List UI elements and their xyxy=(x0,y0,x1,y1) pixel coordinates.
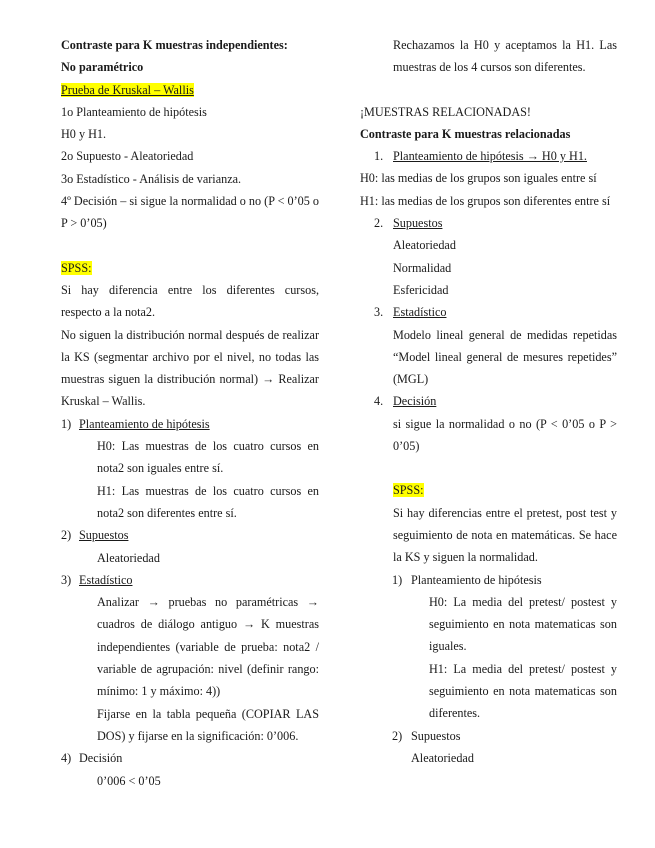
item-number: 3. xyxy=(374,305,384,320)
hypothesis-h1: H1: Las muestras de los cuatro cursos en nota2 son diferentes entre sí. xyxy=(97,483,319,520)
item-text: Aleatoriedad xyxy=(393,238,456,253)
section-heading: ¡MUESTRAS RELACIONADAS! xyxy=(360,104,531,119)
item-text: Modelo lineal general de medidas repetidas “Model lineal general de mesures repetides” (MGL) xyxy=(393,327,617,387)
item-text: Aleatoriedad xyxy=(411,750,474,765)
item-title: Planteamiento de hipótesis → H0 y H1. xyxy=(393,149,587,164)
title-line-1: Contraste para K muestras independientes: xyxy=(61,38,288,52)
item-title: Estadístico xyxy=(79,572,133,587)
item-title: Planteamiento de hipótesis xyxy=(411,572,542,587)
hypothesis-h1: H1: La media del pretest/ postest y seguimiento en nota matematicas son diferentes. xyxy=(429,661,617,721)
item-text: Fijarse en la tabla pequeña (COPIAR LAS DOS) y fijarse en la significación: 0’006. xyxy=(97,706,319,743)
item-number: 3) xyxy=(61,572,72,587)
spss-label: SPSS: xyxy=(393,483,424,498)
item-number: 1) xyxy=(61,416,72,431)
list-item xyxy=(61,413,319,524)
hypothesis-h1: H1: las medias de los grupos son diferentes entre sí xyxy=(360,193,611,208)
kruskal-heading: Prueba de Kruskal – Wallis xyxy=(61,82,194,97)
item-text: si sigue la normalidad o no (P < 0’05 o P > 0’05) xyxy=(393,416,617,454)
related-title: Contraste para K muestras relacionadas xyxy=(360,126,571,141)
hypothesis-h0: H0: las medias de los grupos son iguales entre sí xyxy=(360,171,597,186)
hypothesis-h0: H0: La media del pretest/ postest y seguimiento en nota matematicas son iguales. xyxy=(429,594,617,654)
item-text: Analizar → pruebas no paramétricas → cuadros de diálogo antiguo → K muestras independientes (variable de prueba: nota2 / variable de agrupación: nivel (definir rango: mínimo: 1 y máximo: 4)) xyxy=(97,595,319,699)
list-item xyxy=(360,725,617,770)
hypothesis-h0: H0: Las muestras de los cuatro cursos en nota2 son iguales entre sí. xyxy=(97,439,319,476)
spss-label: SPSS: xyxy=(61,260,92,275)
list-item xyxy=(360,569,617,725)
item-number: 2. xyxy=(374,216,384,231)
item-text: Esfericidad xyxy=(393,282,449,297)
spss-text: Si hay diferencias entre el pretest, post test y seguimiento de nota en matemáticas. Se hace la KS y siguen la normalidad. xyxy=(393,505,617,565)
list-item xyxy=(360,212,617,301)
item-number: 2) xyxy=(392,728,403,743)
list-item xyxy=(360,390,617,457)
item-number: 1) xyxy=(392,572,403,587)
item-title: Supuestos xyxy=(411,728,461,743)
item-text: 0’006 < 0’05 xyxy=(97,773,161,788)
paragraph-2: No siguen la distribución normal después de realizar la KS (segmentar archivo por el nivel, no todas las muestras siguen la distribución normal) → Realizar Kruskal – Wallis. xyxy=(61,327,319,409)
item-number: 4) xyxy=(61,751,72,766)
item-number: 4. xyxy=(374,394,384,409)
item-number: 2) xyxy=(61,528,72,543)
list-item xyxy=(360,145,617,167)
left-column xyxy=(61,34,319,792)
item-title: Supuestos xyxy=(79,528,129,543)
step-4: 4º Decisión – si sigue la normalidad o no (P < 0’05 o P > 0’05) xyxy=(61,194,319,231)
list-item xyxy=(61,569,319,747)
item-title: Decisión xyxy=(393,394,437,409)
item-title: Decisión xyxy=(79,751,123,766)
item-text: Aleatoriedad xyxy=(97,550,160,565)
item-title: Planteamiento de hipótesis xyxy=(79,416,210,431)
list-item xyxy=(360,301,617,390)
item-number: 1. xyxy=(374,149,384,164)
step-1: 1o Planteamiento de hipótesis xyxy=(61,104,207,119)
title-line-2: No paramétrico xyxy=(61,60,144,75)
right-column xyxy=(360,34,617,769)
list-item xyxy=(61,747,319,792)
step-3: 3o Estadístico - Análisis de varianza. xyxy=(61,171,242,186)
item-text: Normalidad xyxy=(393,260,452,275)
decision-continuation: Rechazamos la H0 y aceptamos la H1. Las muestras de los 4 cursos son diferentes. xyxy=(393,38,617,75)
paragraph-1: Si hay diferencia entre los diferentes cursos, respecto a la nota2. xyxy=(61,282,319,320)
list-item xyxy=(61,524,319,569)
item-title: Supuestos xyxy=(393,216,443,231)
item-title: Estadístico xyxy=(393,305,447,320)
h0-h1: H0 y H1. xyxy=(61,127,107,142)
step-2: 2o Supuesto - Aleatoriedad xyxy=(61,149,194,164)
